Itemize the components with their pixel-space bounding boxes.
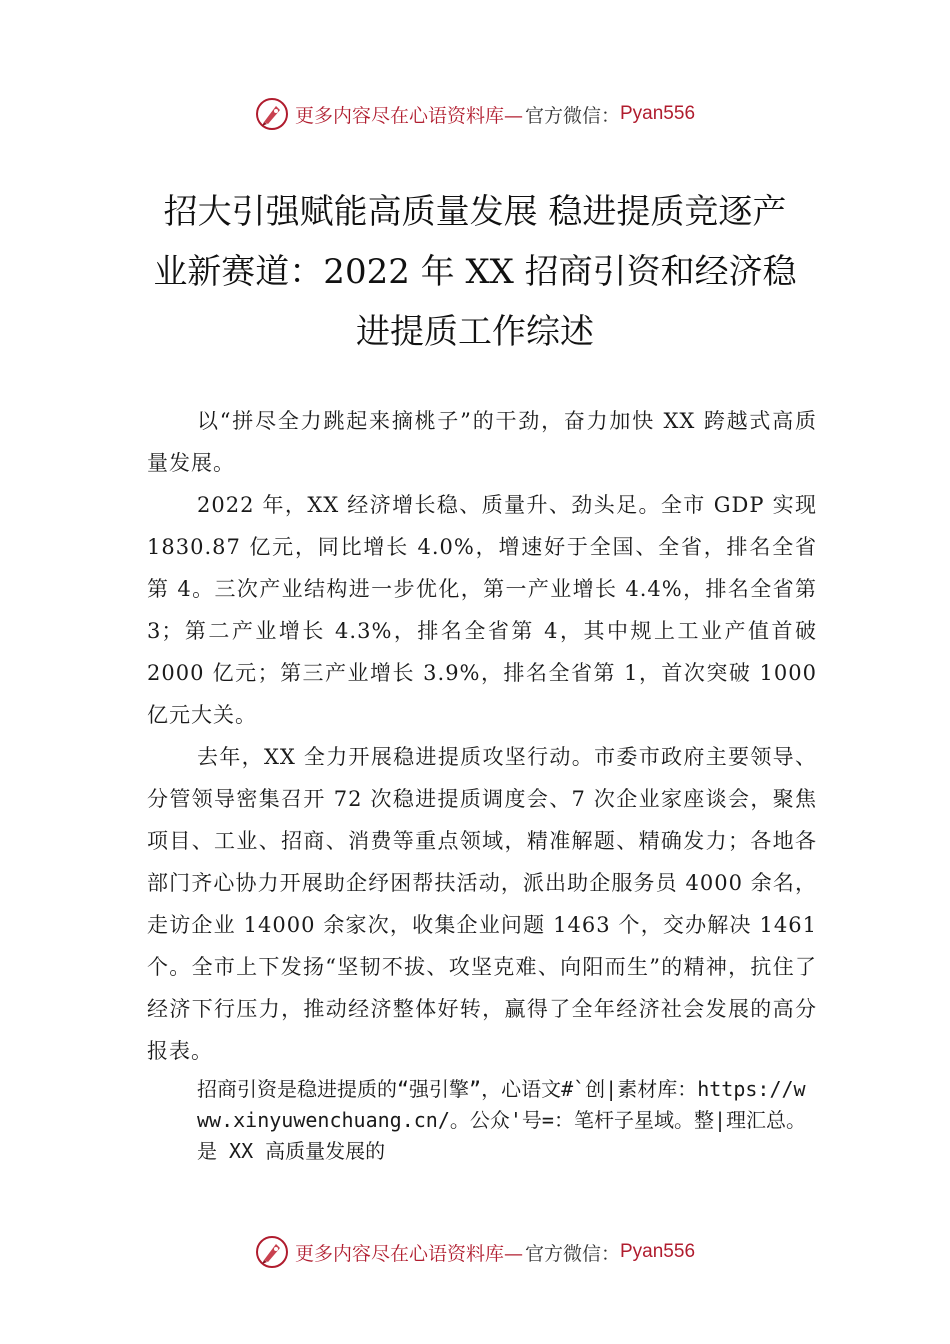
body-paragraph: 以“拼尽全力跳起来摘桃子”的干劲，奋力加快 XX 跨越式高质量发展。 bbox=[147, 409, 817, 475]
document-body bbox=[147, 400, 817, 1167]
banner-wechat-id: Pyan556 bbox=[620, 103, 696, 124]
document-title bbox=[140, 182, 810, 362]
excerpt-paragraph: 招商引资是稳进提质的“强引擎”，心语文#`创|素材库：https://www.xinyuwenchuang.cn/。公众'号=：笔杆子星域。整|理汇总。是 XX 高质量发展的 bbox=[197, 1077, 806, 1163]
title-line: 招大引强赋能高质量发展 稳进提质竞逐产 bbox=[163, 192, 787, 232]
footer-banner bbox=[0, 1232, 950, 1272]
banner-text: 更多内容尽在心语资料库— bbox=[294, 1242, 523, 1265]
title-line: 进提质工作综述 bbox=[356, 312, 594, 352]
body-paragraph: 2022 年，XX 经济增长稳、质量升、劲头足。全市 GDP 实现 1830.87 亿元，同比增长 4.0%，增速好于全国、全省，排名全省第 4。三次产业结构进一步优化，第一产业增长 4.4%，排名全省第 3；第二产业增长 4.3%，排名全省第 4，其中规上工业产值首破 2000 亿元；第三产业增长 3.9%，排名全省第 1，首次突破 1000 亿元大关。 bbox=[147, 493, 817, 727]
banner-wechat-label: 官方微信： bbox=[524, 104, 620, 127]
banner-text: 更多内容尽在心语资料库— bbox=[294, 104, 523, 127]
pen-nib-logo-icon bbox=[255, 1235, 289, 1269]
body-paragraph: 去年，XX 全力开展稳进提质攻坚行动。市委市政府主要领导、分管领导密集召开 72 次稳进提质调度会、7 次企业家座谈会，聚焦项目、工业、招商、消费等重点领域，精准解题、精确发力；各地各部门齐心协力开展助企纾困帮扶活动，派出助企服务员 4000 余名，走访企业 14000 余家次，收集企业问题 1463 个，交办解决 1461 个。全市上下发扬“坚韧不拔、攻坚克难、向阳而生”的精神，抗住了经济下行压力，推动经济整体好转，赢得了全年经济社会发展的高分报表。 bbox=[147, 745, 817, 1063]
banner-wechat-label: 官方微信： bbox=[524, 1242, 620, 1265]
header-banner bbox=[0, 94, 950, 134]
banner-wechat-id: Pyan556 bbox=[620, 1241, 696, 1262]
title-line: 业新赛道：2022 年 XX 招商引资和经济稳 bbox=[153, 252, 797, 292]
pen-nib-logo-icon bbox=[255, 97, 289, 131]
